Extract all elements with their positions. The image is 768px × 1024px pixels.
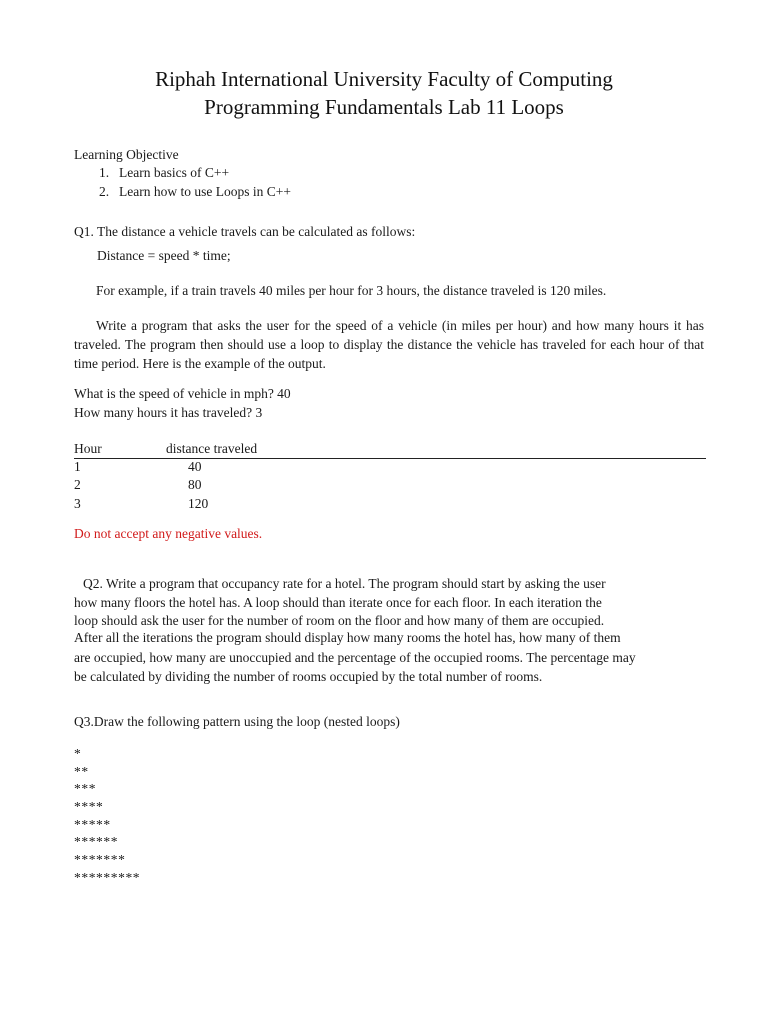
pattern-row: ********* <box>74 869 141 885</box>
pattern-row: ******* <box>74 852 126 868</box>
table-cell-hour: 1 <box>74 459 81 474</box>
objective-item-number: 2. <box>99 184 110 199</box>
q2-line: are occupied, how many are unoccupied and the percentage of the occupied rooms. The percentage may <box>74 650 636 665</box>
q1-formula: Distance = speed * time; <box>97 248 231 263</box>
table-cell-distance: 120 <box>188 496 209 511</box>
document-title-line1: Riphah International University Faculty of Computing <box>155 67 613 91</box>
pattern-row: **** <box>74 799 104 815</box>
q2-line: be calculated by dividing the number of rooms occupied by the total number of rooms. <box>74 669 543 684</box>
objective-item-number: 1. <box>99 165 110 180</box>
q2-line: Q2. Write a program that occupancy rate for a hotel. The program should start by asking the user <box>83 576 606 591</box>
q1-warning-note: Do not accept any negative values. <box>74 526 263 541</box>
table-cell-distance: 80 <box>188 477 202 492</box>
pattern-row: ***** <box>74 816 111 832</box>
table-cell-hour: 3 <box>74 496 81 511</box>
q3-intro: Q3.Draw the following pattern using the loop (nested loops) <box>74 714 400 729</box>
table-header-hour: Hour <box>74 441 102 456</box>
pattern-row: *** <box>74 781 97 797</box>
q1-example: For example, if a train travels 40 miles per hour for 3 hours, the distance traveled is 120 miles. <box>96 283 607 298</box>
q2-line: After all the iterations the program should display how many rooms the hotel has, how many of them <box>74 630 621 645</box>
table-cell-hour: 2 <box>74 477 81 492</box>
learning-objective-heading: Learning Objective <box>74 147 179 162</box>
q1-prompt-speed: What is the speed of vehicle in mph? 40 <box>74 386 291 401</box>
q1-prompt-hours: How many hours it has traveled? 3 <box>74 405 263 420</box>
table-header-distance: distance traveled <box>166 441 258 456</box>
objective-item-text: Learn how to use Loops in C++ <box>119 184 291 199</box>
q1-intro: Q1. The distance a vehicle travels can be calculated as follows: <box>74 224 416 239</box>
q1-task-paragraph: Write a program that asks the user for the speed of a vehicle (in miles per hour) and how many hours it has traveled. The program then should use a loop to display the distance the vehicle has traveled for each hour of that time period. Here is the example of the output. <box>74 318 704 371</box>
table-divider <box>74 458 706 459</box>
table-cell-distance: 40 <box>188 459 202 474</box>
document-title-line2: Programming Fundamentals Lab 11 Loops <box>204 95 564 119</box>
pattern-row: ****** <box>74 834 119 850</box>
pattern-row: * <box>74 746 82 761</box>
pattern-row: ** <box>74 763 89 779</box>
q2-line: loop should ask the user for the number of room on the floor and how many of them are occupied. <box>74 613 605 628</box>
star-pattern <box>74 745 140 887</box>
objective-item-text: Learn basics of C++ <box>119 165 230 180</box>
q2-line: how many floors the hotel has. A loop should than iterate once for each floor. In each iteration the <box>74 595 602 610</box>
